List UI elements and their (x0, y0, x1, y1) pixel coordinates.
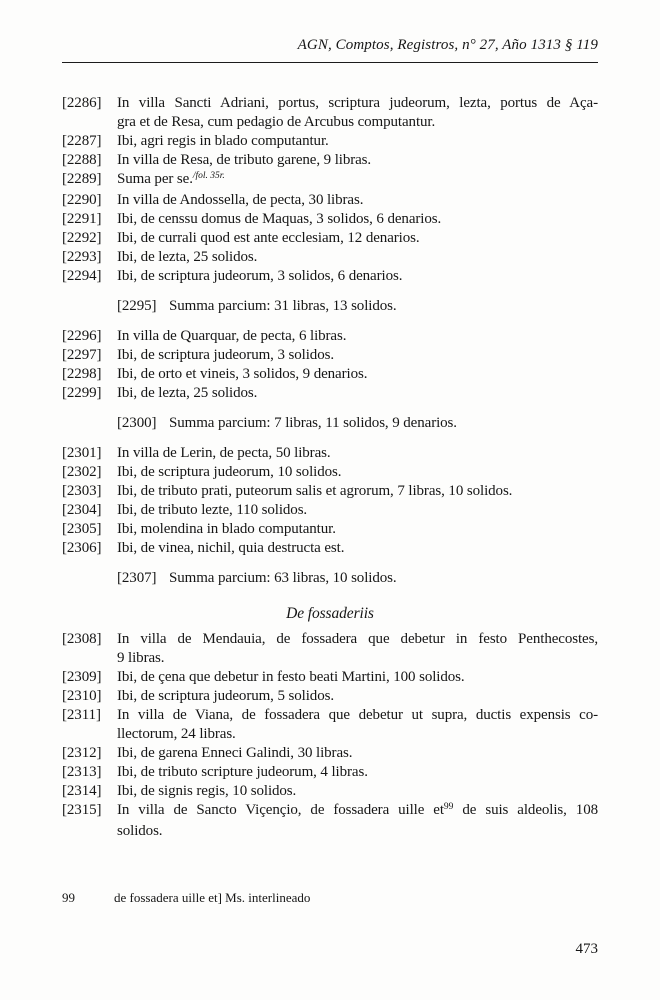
entry (62, 520, 598, 539)
entry-text: Ibi, de garena Enneci Galindi, 30 libras. (117, 745, 353, 761)
entry-line: Suma per se. (117, 171, 193, 187)
entry-text: Ibi, de çena que debetur in festo beati Martini, 100 solidos. (117, 669, 465, 685)
entry (62, 346, 598, 365)
entry-number: [2292] (62, 230, 102, 246)
entry-text: Ibi, de scriptura judeorum, 10 solidos. (117, 464, 342, 480)
entry-line: In villa de Mendauia, de fossadera que debetur in festo Penthecostes, (117, 631, 598, 647)
footnote-text: de fossadera uille et] Ms. interlineado (114, 890, 311, 905)
entry-text: Ibi, de scriptura judeorum, 5 solidos. (117, 688, 334, 704)
entry (62, 132, 598, 151)
entry (62, 267, 598, 286)
entry-number: [2296] (62, 328, 102, 344)
page-number: 473 (575, 941, 598, 957)
entry-number: [2287] (62, 133, 102, 149)
entry-text: Summa parcium: 63 libras, 10 solidos. (169, 570, 397, 586)
entry (62, 248, 598, 267)
entry-text: Ibi, de signis regis, 10 solidos. (117, 783, 297, 799)
entry-text: Ibi, agri regis in blado computantur. (117, 133, 329, 149)
entry-line: gra et de Resa, cum pedagio de Arcubus computantur. (117, 114, 436, 130)
entry-text: Ibi, de vinea, nichil, quia destructa est. (117, 540, 345, 556)
entry-number: [2290] (62, 192, 102, 208)
entry-number: [2313] (62, 764, 102, 780)
entry-number: [2288] (62, 152, 102, 168)
entry (62, 782, 598, 801)
section-heading: De fossaderiis (286, 605, 374, 622)
entry-text: Ibi, de lezta, 25 solidos. (117, 249, 258, 265)
entry-text (117, 706, 598, 744)
page-content (62, 63, 598, 841)
entry (62, 668, 598, 687)
entry-number: [2315] (62, 802, 102, 818)
entry-text: Ibi, de tributo prati, puteorum salis et agrorum, 7 libras, 10 solidos. (117, 483, 513, 499)
entry-text: Summa parcium: 7 libras, 11 solidos, 9 denarios. (169, 415, 457, 431)
entry-number: [2295] (117, 298, 157, 314)
entry-text: In villa de Resa, de tributo garene, 9 libras. (117, 152, 372, 168)
entry-number: [2304] (62, 502, 102, 518)
entry-number: [2309] (62, 669, 102, 685)
entry-text: In villa de Lerin, de pecta, 50 libras. (117, 445, 331, 461)
entry-number: [2306] (62, 540, 102, 556)
entry-text (117, 94, 598, 132)
entry (62, 365, 598, 384)
entry (62, 384, 598, 403)
entry-number: [2303] (62, 483, 102, 499)
entry-text: In villa de Andossella, de pecta, 30 libras. (117, 192, 364, 208)
entry (62, 482, 598, 501)
entry (62, 327, 598, 346)
entry-text: Ibi, de scriptura judeorum, 3 solidos, 6 denarios. (117, 268, 403, 284)
entry-text: Ibi, de currali quod est ante ecclesiam, 12 denarios. (117, 230, 420, 246)
entry-number: [2291] (62, 211, 102, 227)
entry-line (117, 801, 598, 822)
entry-line: llectorum, 24 libras. (117, 726, 236, 742)
entry-number: [2314] (62, 783, 102, 799)
folio-marker: /fol. 35r. (192, 171, 225, 181)
entry-text: Ibi, de lezta, 25 solidos. (117, 385, 258, 401)
entry-number: [2301] (62, 445, 102, 461)
entry (62, 463, 598, 482)
entry (62, 94, 598, 132)
entry-text: Ibi, de tributo scripture judeorum, 4 libras. (117, 764, 368, 780)
footnote-number: 99 (62, 890, 75, 905)
entry-number: [2294] (62, 268, 102, 284)
entry-text: In villa de Quarquar, de pecta, 6 libras. (117, 328, 347, 344)
entry-number: [2297] (62, 347, 102, 363)
entry-number: [2299] (62, 385, 102, 401)
entry-line: In villa Sancti Adriani, portus, scriptura judeorum, lezta, portus de Aça- (117, 95, 598, 111)
entry-number: [2310] (62, 688, 102, 704)
entry-text (117, 170, 598, 191)
running-header: AGN, Comptos, Registros, n° 27, Año 1313 § 119 (297, 37, 598, 53)
entry (62, 706, 598, 744)
entry (62, 539, 598, 558)
entry-text: Ibi, de censsu domus de Maquas, 3 solidos, 6 denarios. (117, 211, 442, 227)
entry (62, 210, 598, 229)
entry (62, 191, 598, 210)
entry (62, 763, 598, 782)
entry-text (117, 801, 598, 841)
entry (62, 170, 598, 191)
entry (62, 687, 598, 706)
footnote (62, 890, 598, 906)
entry-text: Summa parcium: 31 libras, 13 solidos. (169, 298, 397, 314)
entry-number: [2307] (117, 570, 157, 586)
summa-entry (62, 414, 598, 433)
entry-line: 9 libras. (117, 650, 165, 666)
entry-text: Ibi, de tributo lezte, 110 solidos. (117, 502, 308, 518)
footnote-reference: 99 (443, 802, 454, 812)
entry-number: [2300] (117, 415, 157, 431)
entry (62, 444, 598, 463)
entry (62, 801, 598, 841)
entry-number: [2305] (62, 521, 102, 537)
entry-text: Ibi, de scriptura judeorum, 3 solidos. (117, 347, 334, 363)
entry-number: [2298] (62, 366, 102, 382)
entry-number: [2311] (62, 707, 101, 723)
entry-number: [2302] (62, 464, 102, 480)
summa-entry (62, 297, 598, 316)
entry (62, 151, 598, 170)
entry-text (117, 630, 598, 668)
entry-line-segment: In villa de Sancto Viçençio, de fossadera uille et (117, 802, 444, 818)
entry (62, 501, 598, 520)
entry-line-segment: de suis aldeolis, 108 (453, 802, 598, 818)
entry (62, 229, 598, 248)
entry-line: solidos. (117, 823, 163, 839)
entry (62, 630, 598, 668)
entry-number: [2293] (62, 249, 102, 265)
entry-line: In villa de Viana, de fossadera que debetur ut supra, ductis expensis co- (117, 707, 598, 723)
entry-number: [2308] (62, 631, 102, 647)
entry-text: Ibi, de orto et vineis, 3 solidos, 9 denarios. (117, 366, 368, 382)
entry-text: Ibi, molendina in blado computantur. (117, 521, 336, 537)
entry-number: [2312] (62, 745, 102, 761)
entry-number: [2289] (62, 171, 102, 187)
summa-entry (62, 569, 598, 588)
entry (62, 744, 598, 763)
entry-number: [2286] (62, 95, 102, 111)
